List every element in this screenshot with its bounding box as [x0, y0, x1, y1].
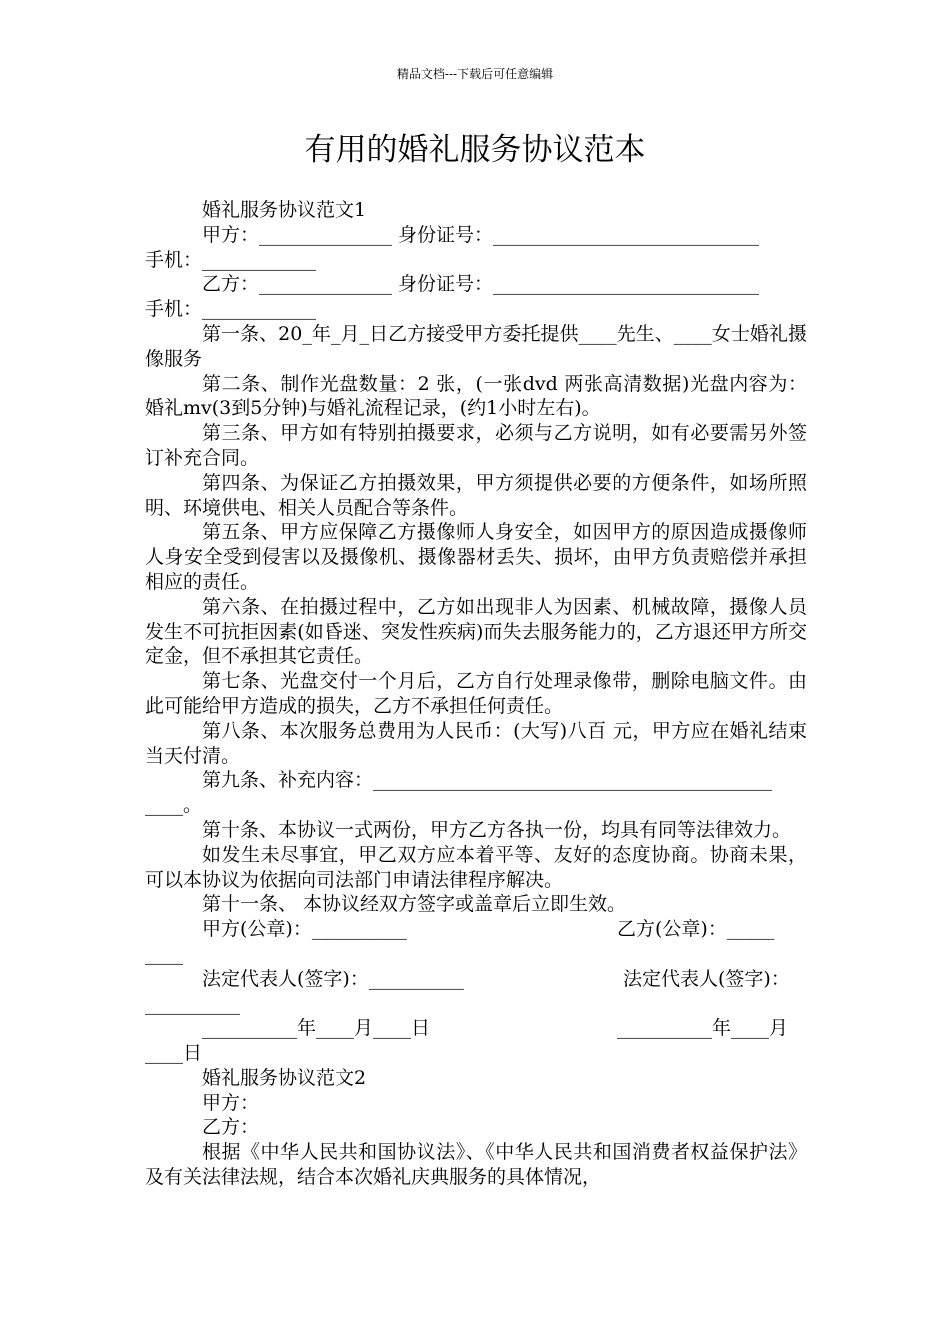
date-party-b-cont: ____日	[145, 1042, 203, 1065]
seal-party-b-cont: ____	[145, 942, 183, 965]
party-b-phone: 手机：____________	[145, 298, 317, 321]
seal-party-a: 甲方(公章)：__________	[202, 918, 407, 941]
article-1: 第一条、20_年_月_日乙方接受甲方委托提供____先生、____女士婚礼摄像服务	[145, 322, 807, 370]
seal-party-b: 乙方(公章)：_____	[617, 918, 775, 941]
article-6: 第六条、在拍摄过程中，乙方如出现非人为因素、机械故障，摄像人员发生不可抗拒因素(如昏迷、突发性疾病)而失去服务能力的，乙方退还甲方所交定金，但不承担其它责任。	[145, 595, 807, 668]
page-header: 精品文档---下载后可任意编辑	[396, 67, 554, 81]
article-8: 第八条、本次服务总费用为人民币：(大写)八百 元，甲方应在婚礼结束当天付清。	[145, 719, 807, 767]
seal-row-cont	[145, 942, 807, 967]
date-row	[145, 1016, 807, 1041]
rep-party-a: 法定代表人(签字)：__________	[202, 967, 464, 990]
article-7: 第七条、光盘交付一个月后，乙方自行处理录像带，删除电脑文件。由此可能给甲方造成的损失，乙方不承担任何责任。	[145, 670, 807, 717]
sample2-intro: 根据《中华人民共和国协议法》、《中华人民共和国消费者权益保护法》及有关法律法规，结合本次婚礼庆典服务的具体情况，	[145, 1141, 807, 1189]
rep-party-b: 法定代表人(签字)：	[623, 967, 790, 990]
article-11: 第十一条、 本协议经双方签字或盖章后立即生效。	[202, 893, 627, 916]
rep-party-b-cont: __________	[145, 992, 240, 1015]
article-9: 第九条、补充内容：__________________________________________	[202, 769, 773, 792]
date-party-a: __________年____月____日	[202, 1017, 431, 1040]
sample1-heading: 婚礼服务协议范文1	[202, 199, 367, 221]
article-2: 第二条、制作光盘数量：2 张，(一张dvd 两张高清数据)光盘内容为：婚礼mv(3到5分钟)与婚礼流程记录，(约1小时左右)。	[145, 372, 807, 420]
article-10: 第十条、本协议一式两份，甲方乙方各执一份，均具有同等法律效力。	[202, 818, 792, 841]
party-a-phone: 手机：____________	[145, 248, 317, 271]
article-3: 第三条、甲方如有特别拍摄要求，必须与乙方说明，如有必要需另外签订补充合同。	[145, 422, 807, 469]
dispute-clause: 如发生未尽事宜，甲乙双方应本着平等、友好的态度协商。协商未果，可以本协议为依据向司法部门申请法律程序解决。	[145, 843, 807, 891]
rep-row-cont	[145, 992, 807, 1017]
sample2-party-b: 乙方：	[202, 1116, 260, 1139]
article-4: 第四条、为保证乙方拍摄效果，甲方须提供必要的方便条件，如场所照明、环境供电、相关人员配合等条件。	[145, 471, 807, 519]
rep-row	[145, 967, 807, 992]
article-9-cont: ____。	[145, 794, 203, 817]
date-row-cont	[145, 1041, 807, 1066]
party-b-line: 乙方：______________ 身份证号：____________________________	[202, 273, 760, 296]
sample2-heading: 婚礼服务协议范文2	[202, 1066, 367, 1089]
document-body	[145, 198, 807, 1190]
seal-row	[145, 917, 807, 942]
party-a-line: 甲方：______________ 身份证号：____________________________	[202, 223, 760, 246]
article-5: 第五条、甲方应保障乙方摄像师人身安全，如因甲方的原因造成摄像师人身安全受到侵害以及摄像机、摄像器材丢失、损坏，由甲方负责赔偿并承担相应的责任。	[145, 521, 807, 593]
date-party-b: __________年____月	[617, 1017, 789, 1040]
document-title: 有用的婚礼服务协议范本	[304, 132, 646, 168]
sample2-party-a: 甲方：	[202, 1091, 260, 1114]
